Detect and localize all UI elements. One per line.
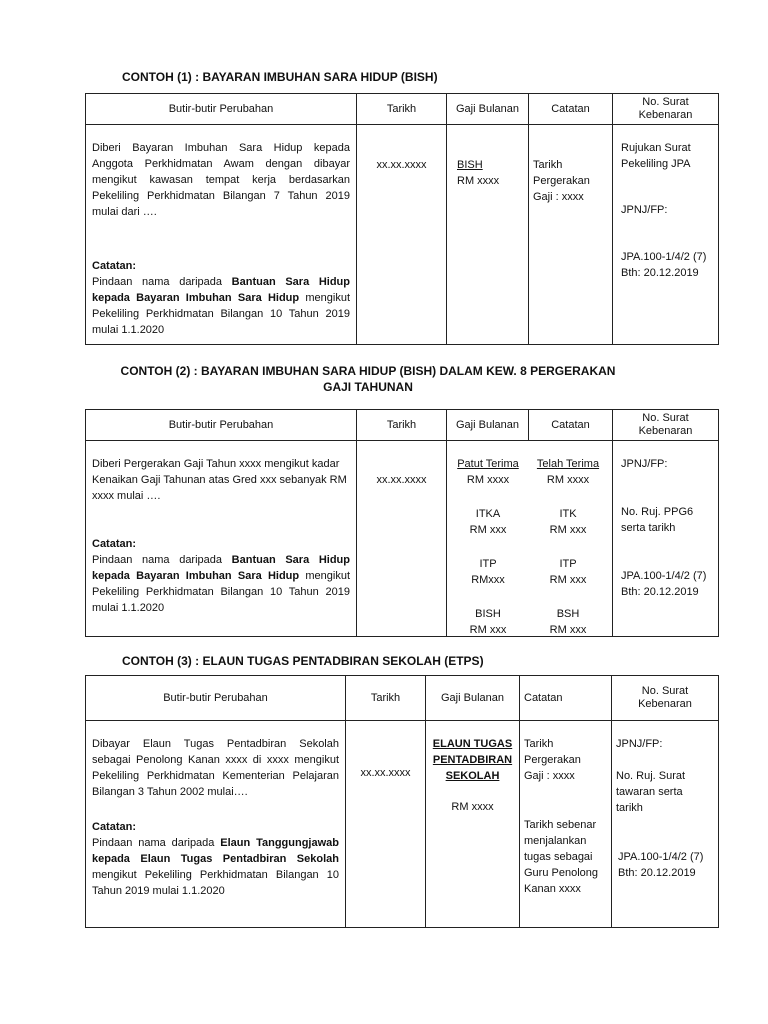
header-butir: Butir-butir Perubahan [86, 676, 346, 721]
tarikh-value: xx.xx.xxxx [376, 159, 427, 171]
tarikh-value: xx.xx.xxxx [360, 767, 411, 779]
butir-note [92, 258, 350, 338]
note-bold: Elaun Tanggungjawab kepada Elaun Tugas Pentadbiran Sekolah [92, 837, 339, 865]
butir-note [92, 819, 339, 899]
header-gaji: Gaji Bulanan [447, 410, 529, 441]
header-surat: No. Surat Kebenaran [613, 94, 719, 125]
surat-ppg6: No. Ruj. PPG6 serta tarikh [621, 506, 694, 534]
gaji-cell [426, 721, 520, 928]
section1-title: CONTOH (1) : BAYARAN IMBUHAN SARA HIDUP (BISH) [122, 70, 438, 84]
gaji-catatan-cell [447, 441, 613, 637]
catatan-pergerakan: Tarikh Pergerakan Gaji : xxxx [524, 738, 581, 782]
tarikh-cell [357, 441, 447, 637]
telah-item-label: BSH [556, 608, 580, 620]
note-label: Catatan: [92, 260, 137, 272]
gaji-amount: RM xxxx [451, 801, 494, 813]
gaji-block [428, 736, 517, 815]
catatan-tarikh-sebenar: Tarikh sebenar menjalankan tugas sebagai Guru Penolong Kanan xxxx [524, 819, 598, 895]
note-label: Catatan: [92, 821, 137, 833]
butir-description: Diberi Bayaran Imbuhan Sara Hidup kepada Anggota Perkhidmatan Awam dengan dibayar mengikut kawasan tempat kerja berdasarkan Pekeliling Perkhidmatan Bilangan 7 Tahun 2019 mulai dari …. [92, 142, 350, 218]
note-text: Pindaan nama daripada [92, 554, 232, 566]
patut-item-label: ITKA [475, 508, 501, 520]
telah-item-amount: RM xxx [549, 524, 587, 536]
note-text-end: mengikut Pekeliling Perkhidmatan Bilangan 10 Tahun 2019 mulai 1.1.2020 [92, 869, 339, 897]
surat-file-no: JPNJ/FP: [621, 204, 668, 216]
section2-title: CONTOH (2) : BAYARAN IMBUHAN SARA HIDUP (BISH) DALAM KEW. 8 PERGERAKAN GAJI TAHUNAN [120, 364, 616, 394]
patut-item-amount: RM xxx [469, 524, 507, 536]
tarikh-cell [357, 125, 447, 345]
note-text: Pindaan nama daripada [92, 837, 221, 849]
tarikh-cell [346, 721, 426, 928]
patut-terima-column [451, 456, 525, 638]
butir-description: Diberi Pergerakan Gaji Tahun xxxx mengikut kadar Kenaikan Gaji Tahunan atas Gred xxx sebanyak RM xxxx mulai …. [92, 458, 347, 502]
catatan-value: Tarikh Pergerakan Gaji : xxxx [533, 159, 590, 203]
note-bold: Bantuan Sara Hidup kepada Bayaran Imbuhan Sara Hidup [92, 554, 350, 582]
patut-item-amount: RM xxx [469, 624, 507, 636]
section3-title: CONTOH (3) : ELAUN TUGAS PENTADBIRAN SEKOLAH (ETPS) [122, 654, 484, 668]
header-tarikh: Tarikh [346, 676, 426, 721]
patut-terima-amount: RM xxxx [466, 474, 510, 486]
header-gaji: Gaji Bulanan [447, 94, 529, 125]
gaji-title: ELAUN TUGAS PENTADBIRAN SEKOLAH [432, 738, 513, 782]
catatan-cell [520, 721, 612, 928]
telah-item-amount: RM xxx [549, 574, 587, 586]
surat-ref: Rujukan Surat Pekeliling JPA [621, 142, 691, 170]
gaji-cell [447, 125, 529, 345]
surat-cell [612, 721, 719, 928]
header-surat: No. Surat Kebenaran [613, 410, 719, 441]
gaji-block [457, 157, 499, 189]
patut-item-label: ITP [479, 558, 497, 570]
telah-item-label: ITP [559, 558, 577, 570]
butir-cell [86, 721, 346, 928]
surat-jpa: JPA.100-1/4/2 (7) Bth: 20.12.2019 [621, 570, 707, 598]
telah-item-amount: RM xxx [549, 624, 587, 636]
telah-terima-amount: RM xxxx [546, 474, 590, 486]
butir-note [92, 536, 350, 616]
surat-file-no: JPNJ/FP: [616, 738, 663, 750]
butir-description: Dibayar Elaun Tugas Pentadbiran Sekolah sebagai Penolong Kanan xxxx di xxxx mengikut Pekeliling Perkhidmatan Kementerian Pelajaran Bilangan 3 Tahun 2002 mulai…. [92, 738, 339, 798]
note-text: Pindaan nama daripada [92, 276, 232, 288]
section1-table [85, 93, 719, 345]
section3-table [85, 675, 719, 928]
surat-jpa: JPA.100-1/4/2 (7) Bth: 20.12.2019 [618, 851, 704, 879]
header-catatan: Catatan [520, 676, 612, 721]
header-tarikh: Tarikh [357, 94, 447, 125]
surat-cell [613, 441, 719, 637]
section2-table [85, 409, 719, 637]
catatan-cell [529, 125, 613, 345]
header-butir: Butir-butir Perubahan [86, 94, 357, 125]
butir-cell [86, 441, 357, 637]
header-catatan: Catatan [529, 94, 613, 125]
patut-item-label: BISH [475, 608, 501, 620]
surat-file-no: JPNJ/FP: [621, 458, 668, 470]
gaji-title: BISH [457, 159, 483, 171]
gaji-amount: RM xxxx [457, 175, 500, 187]
patut-terima-title: Patut Terima [457, 458, 519, 470]
header-tarikh: Tarikh [357, 410, 447, 441]
surat-tawaran: No. Ruj. Surat tawaran serta tarikh [616, 770, 686, 814]
surat-jpa: JPA.100-1/4/2 (7) Bth: 20.12.2019 [621, 251, 707, 279]
telah-terima-title: Telah Terima [536, 458, 600, 470]
note-label: Catatan: [92, 538, 137, 550]
header-catatan: Catatan [529, 410, 613, 441]
header-gaji: Gaji Bulanan [426, 676, 520, 721]
telah-item-label: ITK [559, 508, 577, 520]
header-surat: No. Surat Kebenaran [612, 676, 719, 721]
tarikh-value: xx.xx.xxxx [376, 474, 427, 486]
header-butir: Butir-butir Perubahan [86, 410, 357, 441]
surat-cell [613, 125, 719, 345]
patut-item-amount: RMxxx [471, 574, 505, 586]
butir-cell [86, 125, 357, 345]
note-text-end: mengikut Pekeliling Perkhidmatan Bilangan 10 Tahun 2019 mulai 1.1.2020 [92, 292, 350, 336]
telah-terima-column [531, 456, 605, 638]
note-bold: Bantuan Sara Hidup kepada Bayaran Imbuhan Sara Hidup [92, 276, 350, 304]
note-text-end: mengikut Pekeliling Perkhidmatan Bilangan 10 Tahun 2019 mulai 1.1.2020 [92, 570, 350, 614]
